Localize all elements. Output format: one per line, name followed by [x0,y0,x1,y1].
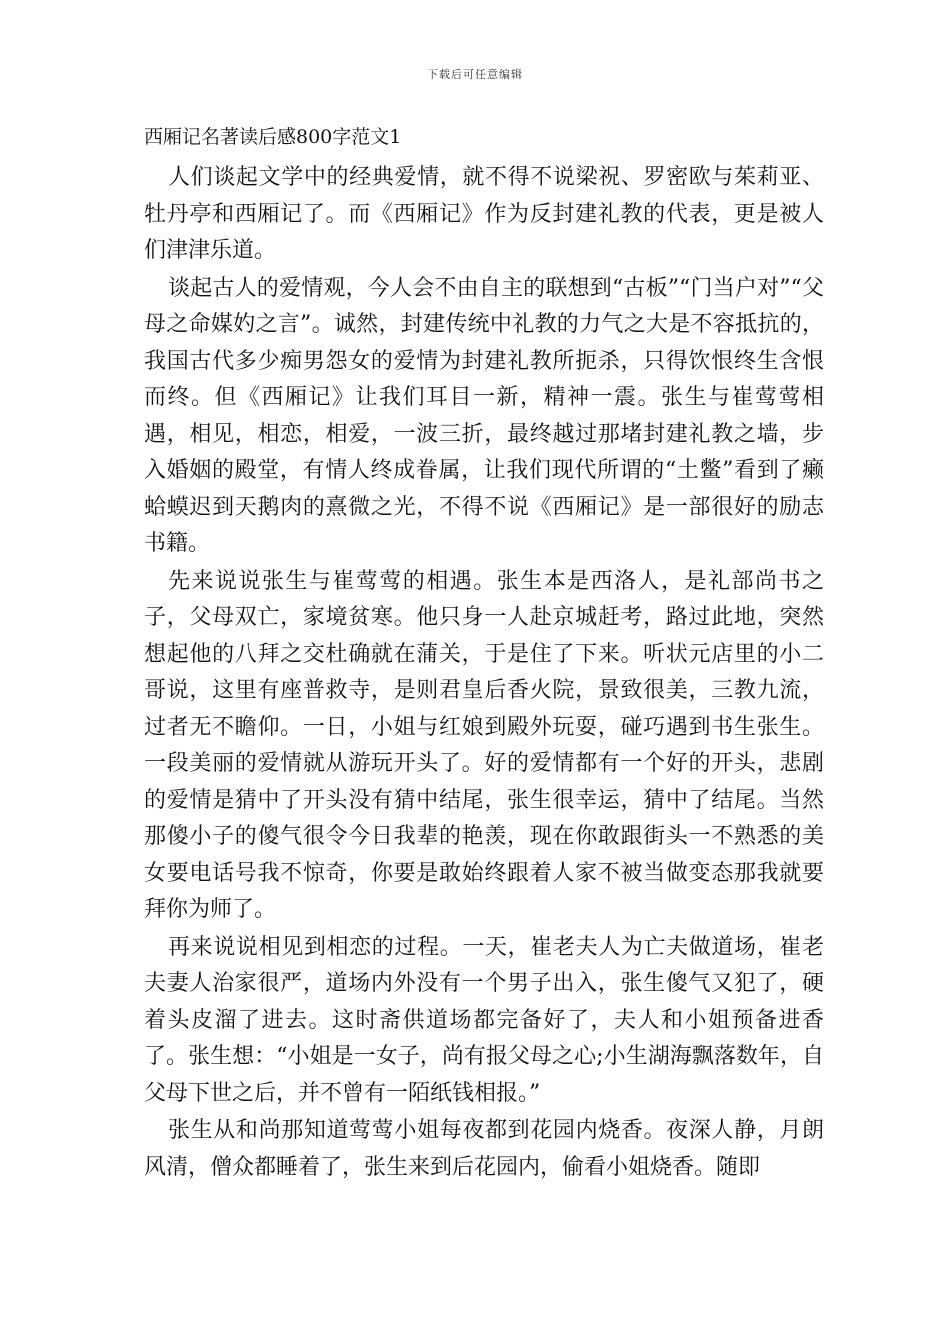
paragraph-4: 再来说说相见到相恋的过程。一天，崔老夫人为亡夫做道场，崔老夫妻人治家很严，道场内外没有一个男子出入，张生傻气又犯了，硬着头皮溜了进去。这时斋供道场都完备好了，夫人和小姐预备进香了。张生想：“小姐是一女子，尚有报父母之心;小生湖海飘落数年，自父母下世之后，并不曾有一陌纸钱相报。” [144,934,824,1106]
document-title: 西厢记名著读后感800字范文1 [144,126,402,148]
paragraph-5: 张生从和尚那知道莺莺小姐每夜都到花园内烧香。夜深人静，月朗风清，僧众都睡着了，张生来到后花园内，偷看小姐烧香。随即 [144,1118,824,1180]
paragraph-3: 先来说说张生与崔莺莺的相遇。张生本是西洛人，是礼部尚书之子，父母双亡，家境贫寒。他只身一人赴京城赶考，路过此地，突然想起他的八拜之交杜确就在蒲关，于是住了下来。听状元店里的小二哥说，这里有座普救寺，是则君皇后香火院，景致很美，三教九流，过者无不瞻仰。一日，小姐与红娘到殿外玩耍，碰巧遇到书生张生。一段美丽的爱情就从游玩开头了。好的爱情都有一个好的开头，悲剧的爱情是猜中了开头没有猜中结尾，张生很幸运，猜中了结尾。当然那傻小子的傻气很令今日我辈的艳羡，现在你敢跟街头一不熟悉的美女要电话号我不惊奇，你要是敢始终跟着人家不被当做变态那我就要拜你为师了。 [144,568,824,922]
document-body [144,124,824,1187]
page-header: 下载后可任意编辑 [427,68,523,81]
paragraph-2: 谈起古人的爱情观，今人会不由自主的联想到“古板”“门当户对”“父母之命媒妁之言”。诚然，封建传统中礼教的力气之大是不容抵抗的，我国古代多少痴男怨女的爱情为封建礼教所扼杀，只得饮恨终生含恨而终。但《西厢记》让我们耳目一新，精神一震。张生与崔莺莺相遇，相见，相恋，相爱，一波三折，最终越过那堵封建礼教之墙，步入婚姻的殿堂，有情人终成眷属，让我们现代所谓的“土鳖”看到了癞蛤蟆迟到天鹅肉的熹微之光，不得不说《西厢记》是一部很好的励志书籍。 [144,275,824,556]
paragraph-1: 人们谈起文学中的经典爱情，就不得不说梁祝、罗密欧与茱莉亚、牡丹亭和西厢记了。而《西厢记》作为反封建礼教的代表，更是被人们津津乐道。 [144,165,824,263]
